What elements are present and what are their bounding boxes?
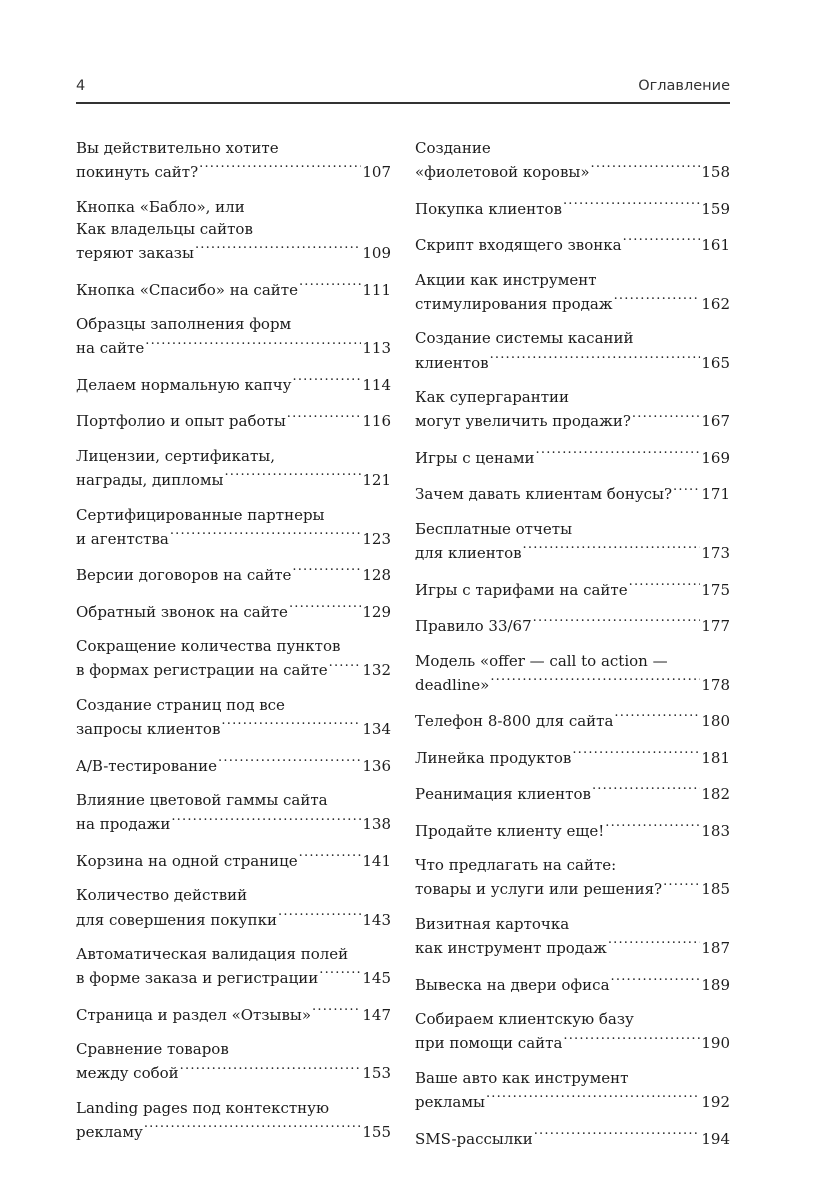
toc-entry-title-line: запросы клиентов	[76, 720, 221, 739]
toc-page-number: 145	[362, 969, 391, 988]
toc-page-number: 161	[701, 236, 730, 255]
toc-entry-last-line	[76, 1002, 391, 1026]
toc-page-number: 136	[362, 756, 391, 775]
dot-leader	[289, 599, 361, 617]
dot-leader	[329, 657, 362, 675]
toc-entry-title-line: SMS-рассылки	[415, 1129, 533, 1148]
dot-leader	[591, 159, 701, 177]
toc-entry-last-line	[76, 965, 391, 989]
toc-entry[interactable]	[415, 269, 730, 315]
toc-entry[interactable]	[76, 562, 391, 586]
toc-page-number: 113	[362, 339, 391, 358]
toc-entry[interactable]	[76, 1038, 391, 1084]
dot-leader	[312, 1002, 361, 1020]
toc-page-number: 128	[362, 566, 391, 585]
toc-entry[interactable]	[415, 1126, 730, 1150]
dot-leader	[170, 526, 362, 544]
toc-entry-title-line: Игры с тарифами на сайте	[415, 580, 628, 599]
toc-entry[interactable]	[76, 504, 391, 550]
dot-leader	[292, 562, 361, 580]
toc-page-number: 129	[362, 602, 391, 621]
toc-page-number: 109	[362, 244, 391, 263]
toc-entry-title-line: Бесплатные отчеты	[415, 519, 573, 538]
toc-entry[interactable]	[76, 372, 391, 396]
toc-entry-title-line: Модель «offer — call to action —	[415, 651, 668, 670]
toc-entry-last-line	[415, 708, 730, 732]
toc-entry-title-line: покинуть сайт?	[76, 163, 199, 182]
toc-entry-title-line: Образцы заполнения форм	[76, 315, 292, 334]
dot-leader	[523, 540, 701, 558]
toc-page-number: 158	[701, 163, 730, 182]
toc-entry-title-line: стимулирования продаж	[415, 294, 613, 313]
toc-entry[interactable]	[76, 408, 391, 432]
toc-entry-last-line	[76, 277, 391, 301]
toc-page-number: 141	[362, 851, 391, 870]
toc-page-number: 132	[362, 661, 391, 680]
toc-entry-last-line	[415, 232, 730, 256]
toc-entry-title-line: Создание	[415, 139, 491, 157]
toc-entry[interactable]	[415, 196, 730, 220]
toc-entry[interactable]	[415, 854, 730, 900]
dot-leader	[221, 716, 361, 734]
dot-leader	[180, 1060, 362, 1078]
toc-entry[interactable]	[415, 481, 730, 505]
dot-leader	[144, 1119, 362, 1137]
toc-entry-last-line	[76, 848, 391, 872]
toc-entry-title-line: на продажи	[76, 815, 171, 834]
toc-page-number: 173	[701, 544, 730, 563]
page-number: 4	[76, 78, 86, 94]
dot-leader	[614, 291, 701, 309]
toc-entry-last-line	[415, 781, 730, 805]
dot-leader	[195, 240, 361, 258]
toc-entry-title-line: Автоматическая валидация полей	[76, 945, 349, 964]
toc-entry-last-line	[76, 467, 391, 491]
toc-entry-last-line	[415, 540, 730, 564]
dot-leader	[490, 350, 701, 368]
dot-leader	[592, 781, 700, 799]
toc-entry-title-line: на сайте	[76, 339, 145, 358]
toc-entry-title-line: Сертифицированные партнеры	[76, 505, 325, 524]
toc-entry-title-line: Обратный звонок на сайте	[76, 602, 288, 621]
toc-entry-last-line	[76, 907, 391, 931]
toc-entry-title-line: Акции как инструмент	[415, 270, 597, 289]
toc-entry-last-line	[415, 672, 730, 696]
toc-entry-last-line	[415, 745, 730, 769]
toc-entry-title-line: deadline»	[415, 675, 490, 694]
toc-page-number: 178	[701, 675, 730, 694]
toc-entry[interactable]	[76, 196, 391, 265]
toc-entry-title-line: Зачем давать клиентам бонусы?	[415, 485, 673, 504]
toc-page-number: 123	[362, 529, 391, 548]
toc-entry-last-line	[415, 291, 730, 315]
toc-entry[interactable]	[415, 518, 730, 564]
toc-entry-last-line	[415, 1030, 730, 1054]
dot-leader	[563, 196, 700, 214]
toc-entry-title-line: между собой	[76, 1064, 179, 1083]
dot-leader	[533, 613, 701, 631]
dot-leader	[490, 672, 700, 690]
toc-entry-title-line: Вывеска на двери офиса	[415, 975, 610, 994]
dot-leader	[224, 467, 361, 485]
toc-page-number: 175	[701, 580, 730, 599]
toc-entry[interactable]	[415, 1008, 730, 1054]
toc-entry-last-line	[76, 159, 391, 183]
dot-leader	[663, 876, 700, 894]
toc-entry-title-line: Портфолио и опыт работы	[76, 412, 286, 431]
toc-page-number: 182	[701, 785, 730, 804]
toc-page-number: 116	[362, 412, 391, 431]
dot-leader	[673, 481, 700, 499]
toc-entry[interactable]	[76, 445, 391, 491]
toc-page-number: 167	[701, 412, 730, 431]
dot-leader	[608, 935, 701, 953]
toc-entry-last-line	[76, 372, 391, 396]
dot-leader	[278, 907, 361, 925]
toc-entry-title-line: Версии договоров на сайте	[76, 566, 292, 585]
toc-entry-title-line: и агентства	[76, 529, 169, 548]
toc-page-number: 162	[701, 294, 730, 313]
toc-column-right	[415, 137, 730, 1150]
toc-page-number: 189	[701, 975, 730, 994]
toc-entry[interactable]	[415, 781, 730, 805]
toc-entry[interactable]	[76, 313, 391, 359]
toc-entry[interactable]	[76, 635, 391, 681]
dot-leader	[299, 277, 361, 295]
toc-column-left	[76, 137, 391, 1143]
toc-entry-last-line	[415, 577, 730, 601]
toc-entry[interactable]	[76, 599, 391, 623]
toc-entry-title-line: могут увеличить продажи?	[415, 412, 631, 431]
toc-page-number: 147	[362, 1005, 391, 1024]
toc-entry[interactable]	[76, 1097, 391, 1143]
toc-page-number: 155	[362, 1123, 391, 1142]
dot-leader	[218, 753, 361, 771]
dot-leader	[145, 335, 361, 353]
dot-leader	[611, 972, 701, 990]
toc-entry-title-line: в формах регистрации на сайте	[76, 661, 328, 680]
toc-entry[interactable]	[76, 753, 391, 777]
toc-entry-title-line: Корзина на одной странице	[76, 851, 298, 870]
toc-entry-title-line: при помощи сайта	[415, 1034, 563, 1053]
toc-entry-last-line	[415, 876, 730, 900]
toc-page-number: 134	[362, 720, 391, 739]
toc-entry[interactable]	[415, 1067, 730, 1113]
page-header	[76, 78, 730, 102]
toc-entry-title-line: Телефон 8-800 для сайта	[415, 712, 614, 731]
toc-entry-last-line	[415, 1089, 730, 1113]
toc-page-number: 159	[701, 199, 730, 218]
toc-entry-title-line: Сокращение количества пунктов	[76, 637, 341, 656]
toc-entry-title-line: Сравнение товаров	[76, 1040, 229, 1059]
toc-page-number: 165	[701, 353, 730, 372]
section-title: Оглавление	[638, 78, 730, 94]
toc-entry-title-line: Покупка клиентов	[415, 199, 562, 218]
toc-entry-last-line	[76, 753, 391, 777]
dot-leader	[293, 372, 362, 390]
toc-entry[interactable]	[76, 277, 391, 301]
dot-leader	[614, 708, 700, 726]
toc-entry-title-line: Как владельцы сайтов	[76, 219, 253, 238]
toc-entry-last-line	[415, 818, 730, 842]
dot-leader	[632, 408, 700, 426]
toc-entry-title-line: Визитная карточка	[415, 914, 570, 933]
toc-entry-last-line	[76, 335, 391, 359]
toc-page-number: 107	[362, 163, 391, 182]
dot-leader	[623, 232, 701, 250]
toc-page-number: 183	[701, 821, 730, 840]
toc-entry-last-line	[76, 562, 391, 586]
toc-entry[interactable]	[415, 972, 730, 996]
toc-entry[interactable]	[76, 848, 391, 872]
toc-entry-title-line: Создание системы касаний	[415, 329, 634, 348]
toc-entry-last-line	[415, 196, 730, 220]
toc-page-number: 194	[701, 1129, 730, 1148]
toc-entry-title-line: Правило 33/67	[415, 617, 532, 636]
toc-page-number: 181	[701, 748, 730, 767]
toc-page-number: 153	[362, 1064, 391, 1083]
toc-entry-title-line: Реанимация клиентов	[415, 785, 591, 804]
toc-entry[interactable]	[415, 650, 730, 696]
toc-entry-title-line: Игры с ценами	[415, 448, 535, 467]
toc-entry-title-line: Landing pages под контекстную	[76, 1098, 330, 1117]
dot-leader	[486, 1089, 700, 1107]
toc-entry-title-line: A/B-тестирование	[76, 756, 218, 775]
toc-entry-title-line: Ваше авто как инструмент	[415, 1068, 629, 1087]
toc-page-number: 111	[362, 280, 391, 299]
toc-page-number: 121	[362, 471, 391, 490]
header-rule	[76, 102, 730, 104]
toc-entry-last-line	[415, 408, 730, 432]
toc-page-number: 192	[701, 1093, 730, 1112]
toc-entry[interactable]	[415, 577, 730, 601]
toc-entry-title-line: Количество действий	[76, 886, 248, 905]
toc-entry-title-line: для клиентов	[415, 544, 522, 563]
dot-leader	[199, 159, 361, 177]
toc-entry-title-line: рекламу	[76, 1123, 143, 1142]
dot-leader	[536, 445, 701, 463]
toc-entry-last-line	[76, 526, 391, 550]
toc-entry[interactable]	[415, 708, 730, 732]
toc-entry-title-line: Лицензии, сертификаты,	[76, 446, 275, 465]
dot-leader	[287, 408, 362, 426]
dot-leader	[563, 1030, 700, 1048]
toc-entry-title-line: Страница и раздел «Отзывы»	[76, 1005, 312, 1024]
toc-entry-last-line	[76, 657, 391, 681]
toc-page-number: 180	[701, 712, 730, 731]
toc-entry-title-line: как инструмент продаж	[415, 939, 607, 958]
toc-entry-title-line: Собираем клиентскую базу	[415, 1010, 634, 1029]
toc-entry[interactable]	[76, 884, 391, 930]
toc-entry-title-line: «фиолетовой коровы»	[415, 163, 590, 182]
toc-page-number: 177	[701, 617, 730, 636]
toc-entry[interactable]	[415, 445, 730, 469]
toc-entry[interactable]	[415, 327, 730, 373]
toc-entry[interactable]	[415, 613, 730, 637]
toc-entry-title-line: для совершения покупки	[76, 910, 277, 929]
toc-entry-last-line	[76, 811, 391, 835]
toc-entry[interactable]	[76, 137, 391, 183]
toc-entry-last-line	[415, 445, 730, 469]
toc-entry[interactable]	[415, 913, 730, 959]
toc-entry[interactable]	[76, 789, 391, 835]
toc-page-number: 114	[362, 375, 391, 394]
toc-entry-last-line	[76, 240, 391, 264]
toc-entry-last-line	[415, 613, 730, 637]
toc-entry-last-line	[415, 481, 730, 505]
dot-leader	[605, 818, 700, 836]
toc-entry-title-line: рекламы	[415, 1093, 485, 1112]
toc-entry-title-line: Влияние цветовой гаммы сайта	[76, 791, 328, 810]
toc-entry[interactable]	[76, 943, 391, 989]
toc-entry-last-line	[415, 935, 730, 959]
dot-leader	[629, 577, 701, 595]
toc-entry-last-line	[76, 408, 391, 432]
toc-page-number: 138	[362, 815, 391, 834]
toc-entry-title-line: клиентов	[415, 353, 489, 372]
toc-entry-last-line	[76, 1119, 391, 1143]
toc-entry-title-line: Кнопка «Спасибо» на сайте	[76, 280, 298, 299]
toc-entry-last-line	[76, 599, 391, 623]
toc-entry-last-line	[415, 350, 730, 374]
toc-entry-last-line	[415, 159, 730, 183]
toc-entry-last-line	[415, 972, 730, 996]
toc-entry-title-line: Линейка продуктов	[415, 748, 572, 767]
toc-entry[interactable]	[76, 1002, 391, 1026]
toc-entry-title-line: товары и услуги или решения?	[415, 880, 663, 899]
toc-entry[interactable]	[415, 232, 730, 256]
toc-entry-title-line: теряют заказы	[76, 244, 194, 263]
toc-page-number: 169	[701, 448, 730, 467]
toc-entry-title-line: в форме заказа и регистрации	[76, 969, 319, 988]
dot-leader	[572, 745, 700, 763]
toc-entry-title-line: Что предлагать на сайте:	[415, 856, 617, 875]
toc-entry-last-line	[76, 1060, 391, 1084]
toc-entry[interactable]	[415, 745, 730, 769]
toc-page-number: 190	[701, 1034, 730, 1053]
toc-entry-last-line	[415, 1126, 730, 1150]
toc-entry[interactable]	[76, 694, 391, 740]
toc-entry-title-line: награды, дипломы	[76, 471, 224, 490]
dot-leader	[171, 811, 361, 829]
toc-page-number: 171	[701, 485, 730, 504]
toc-page-number: 185	[701, 880, 730, 899]
toc-entry-last-line	[76, 716, 391, 740]
toc-page-number: 187	[701, 939, 730, 958]
toc-entry[interactable]	[415, 386, 730, 432]
toc-entry-title-line: Продайте клиенту еще!	[415, 821, 605, 840]
dot-leader	[319, 965, 361, 983]
toc-entry-title-line: Создание страниц под все	[76, 695, 285, 714]
toc-entry-title-line: Кнопка «Бабло», или	[76, 197, 245, 216]
toc-entry[interactable]	[415, 137, 730, 183]
toc-page-number: 143	[362, 910, 391, 929]
toc-entry-title-line: Скрипт входящего звонка	[415, 236, 622, 255]
toc-entry[interactable]	[415, 818, 730, 842]
dot-leader	[534, 1126, 701, 1144]
toc-entry-title-line: Делаем нормальную капчу	[76, 375, 292, 394]
toc-entry-title-line: Вы действительно хотите	[76, 139, 279, 157]
dot-leader	[299, 848, 362, 866]
toc-entry-title-line: Как супергарантии	[415, 388, 570, 407]
